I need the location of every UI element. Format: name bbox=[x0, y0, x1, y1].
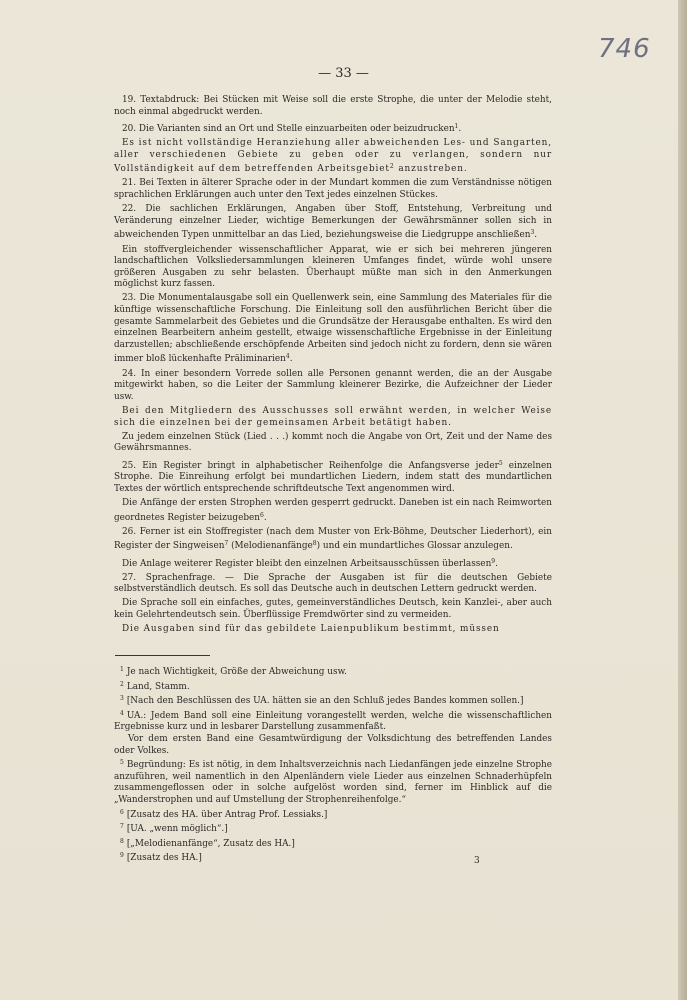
footnote-number: 9 bbox=[120, 852, 124, 860]
footnote: $^7$ [UA. „wenn möglich“.] bbox=[120, 823, 228, 835]
paragraph-22b: Ein stoffvergleichender wissenschaftlicher Apparat, wie er sich bei mehreren jüngeren landschaftlichen Volksliedersammlungen kleineren Umfanges findet, würde wohl unsere größeren Ausgaben zu sehr belasten. Überhaupt müßte man sich in den Anmerkungen möglichst kurz fassen. bbox=[114, 244, 552, 290]
footnote-number: 3 bbox=[120, 695, 124, 703]
footnote-number: 2 bbox=[120, 680, 124, 688]
footnote-number: 4 bbox=[120, 709, 124, 717]
footnote-number: 5 bbox=[120, 759, 124, 767]
footnote-continuation: Vor dem ersten Band eine Gesamtwürdigung der Volksdichtung des betreffenden Landes oder Volkes. bbox=[114, 733, 552, 756]
footnotes bbox=[114, 664, 552, 865]
footnote-number: 7 bbox=[120, 823, 124, 831]
paragraph-20a: 20. Die Varianten sind an Ort und Stelle einzuarbeiten oder beizudrucken$^1$. bbox=[122, 122, 462, 134]
footnote-ref-3: 3 bbox=[530, 229, 535, 237]
footnote-ref-9: 9 bbox=[491, 557, 496, 565]
paragraph-27a: 27. Sprachenfrage. — Die Sprache der Ausgaben ist für die deutschen Gebiete selbstverständlich deutsch. Es soll das Deutsche auch in deutschen Lettern gedruckt werden. bbox=[114, 572, 552, 595]
footnote: $^9$ [Zusatz des HA.] bbox=[120, 852, 202, 864]
footnote-ref-2: 2 bbox=[389, 163, 395, 171]
footnote: $^2$ Land, Stamm. bbox=[120, 680, 190, 692]
signature-mark: 3 bbox=[474, 856, 480, 866]
footnote: $^5$ Begründung: Es ist nötig, in dem Inhaltsverzeichnis nach Liedanfängen jede einzelne Strophe anzuführen, weil namentlich in den Alpenländern viele Lieder aus einzelnen Schnaderhüpfeln zusammengeflossen oder in solche aufgelöst worden sind, ferner im Hinblick auf die „Wanderstrophen und auf Umstellung der Strophenreihenfolge.“ bbox=[114, 759, 552, 805]
paragraph-21: 21. Bei Texten in älterer Sprache oder in der Mundart kommen die zum Verständnisse nötigen sprachlichen Erklärungen auch unter den Text jedes einzelnen Stückes. bbox=[114, 178, 552, 200]
paragraph-27c: Die Ausgaben sind für das gebildete Laienpublikum bestimmt, müssen bbox=[122, 624, 500, 635]
footnote: $^4$ UA.: Jedem Band soll eine Einleitung vorangestellt werden, welche die wissenschaftlichen Ergebnisse kurz und in lesbarer Darstellung zusammenfaßt. bbox=[114, 709, 552, 733]
paragraph-26a: 26. Ferner ist ein Stoffregister (nach dem Muster von Erk-Böhme, Deutscher Liederhort), ein Register der Singweisen$^7$ (Melodienanfänge$^8$) und ein mundartliches Glossar anzulegen. bbox=[114, 526, 552, 552]
paragraph-25a: 25. Ein Register bringt in alphabetischer Reihenfolge die Anfangsverse jeder$^5$ einzelnen Strophe. Die Einreihung erfolgt bei mundartlichen Liedern, indem statt des mundartlichen Textes der wörtlich entsprechende schriftdeutsche Text angenommen wird. bbox=[114, 459, 553, 494]
footnote-ref-6: 6 bbox=[260, 511, 264, 519]
main-text bbox=[114, 95, 552, 638]
footnote-number: 8 bbox=[120, 837, 124, 845]
footnote: $^8$ [„Melodienanfänge“, Zusatz des HA.] bbox=[120, 837, 295, 849]
page-number: — 33 — bbox=[318, 66, 369, 81]
paragraph-26b: Die Anlage weiterer Register bleibt den einzelnen Arbeitsausschüssen überlassen$^9$. bbox=[122, 557, 498, 569]
footnote-ref-4: 4 bbox=[285, 353, 290, 361]
paragraph-27b: Die Sprache soll ein einfaches, gutes, gemeinverständliches Deutsch, kein Kanzlei-, aber auch kein Gelehrtendeutsch sein. Überflüssige Fremdwörter sind zu vermeiden. bbox=[114, 598, 552, 621]
paragraph-24b: Bei den Mitgliedern des Ausschusses soll erwähnt werden, in welcher Weise sich die einzelnen bei der gemeinsamen Arbeit betätigt haben. bbox=[114, 406, 552, 428]
footnote-number: 1 bbox=[120, 666, 124, 673]
paragraph-25b: Die Anfänge der ersten Strophen werden gesperrt gedruckt. Daneben ist ein nach Reimworten geordnetes Register beizugeben$^6$. bbox=[114, 497, 552, 523]
footnote: $^3$ [Nach den Beschlüssen des UA. hätten sie an den Schluß jedes Bandes kommen sollen.] bbox=[120, 695, 524, 707]
paragraph-24c: Zu jedem einzelnen Stück (Lied . . .) kommt noch die Angabe von Ort, Zeit und der Name des Gewährsmannes. bbox=[114, 431, 552, 454]
paragraph-23: 23. Die Monumentalausgabe soll ein Quellenwerk sein, eine Sammlung des Materiales für die künftige wissenschaftliche Forschung. Die Einleitung soll den ausführlichen Bericht über die gesamte Sammelarbeit des Gebietes und die Grundsätze der Herausgabe enthalten. Es wird den einzelnen Bearbeitern anheim gestellt, etwaige wissenschaftliche Ergebnisse in der Einleitung darzustellen; abschließende erschöpfende Arbeiten sind jedoch nicht zu fordern, denn sie wären immer bloß lückenhafte Präliminarien$^4$. bbox=[114, 293, 552, 365]
footnote-divider bbox=[115, 655, 210, 656]
footnote-ref-1: 1 bbox=[454, 122, 459, 130]
page-edge bbox=[678, 0, 687, 1000]
footnote: $^6$ [Zusatz des HA. über Antrag Prof. Lessiaks.] bbox=[120, 808, 328, 820]
paragraph-22a: 22. Die sachlichen Erklärungen, Angaben über Stoff, Entstehung, Verbreitung und Veränderung einzelner Lieder, wichtige Bemerkungen der Gewährsmänner sollen sich in abweichenden Typen unmittelbar an das Lied, beziehungsweise die Liedgruppe anschließen$^3$. bbox=[114, 204, 552, 241]
footnote-number: 6 bbox=[120, 808, 124, 816]
paragraph-24a: 24. In einer besondern Vorrede sollen alle Personen genannt werden, die an der Ausgabe mitgewirkt haben, so die Leiter der Sammlung kleinerer Bezirke, die Aufzeichner der Lieder usw. bbox=[114, 368, 552, 402]
footnote-ref-8: 8 bbox=[312, 540, 317, 548]
paragraph-19: 19. Textabdruck: Bei Stücken mit Weise soll die erste Strophe, die unter der Melodie steht, noch einmal abgedruckt werden. bbox=[114, 95, 552, 117]
footnote-ref-7: 7 bbox=[224, 540, 229, 548]
footnote-ref-5: 5 bbox=[498, 459, 503, 467]
handwritten-page-number: 746 bbox=[598, 34, 651, 64]
paragraph-20b: Es ist nicht vollständige Heranziehung aller abweichenden Les- und Sangarten, aller verschiedenen Gebiete zu geben oder zu verlangen, sondern nur Vollständigkeit auf dem betreffenden Arbeitsgebiet$^2$ anzustreben. bbox=[114, 137, 552, 175]
footnote: $^1$ Je nach Wichtigkeit, Größe der Abweichung usw. bbox=[120, 666, 347, 677]
